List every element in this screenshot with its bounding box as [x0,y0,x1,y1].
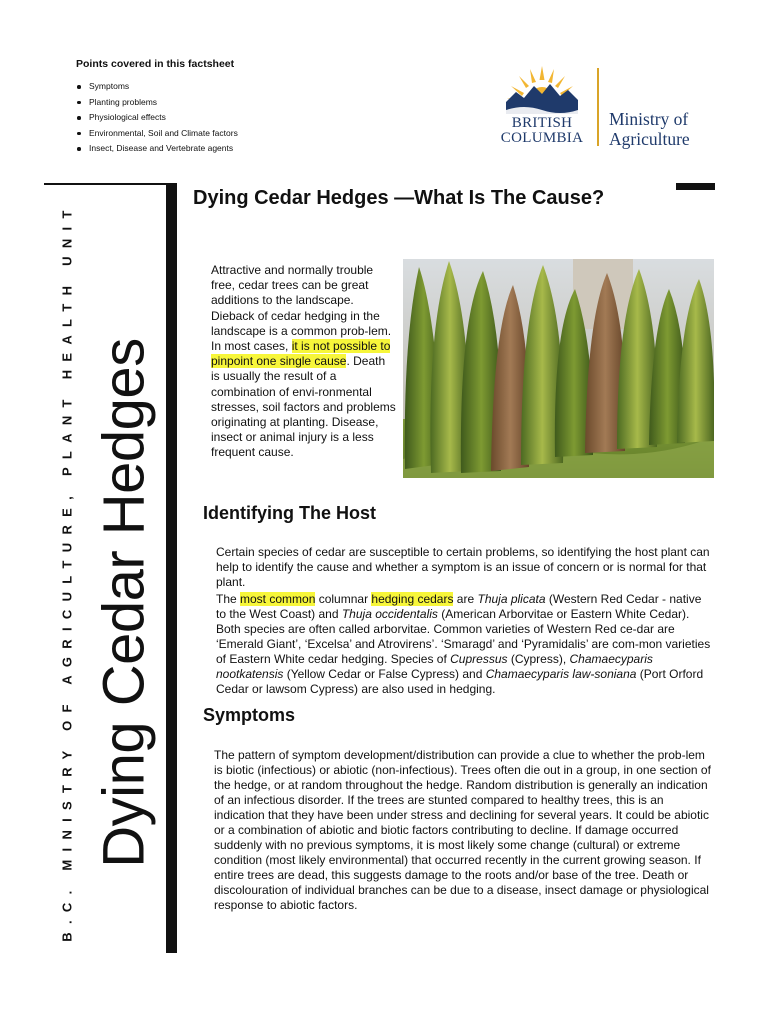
intro-text-end: . Death is usually the result of a combination of envi-ronmental stresses, soil factors and problems originating at planting. Disease, insect or animal injury is a less frequent cause. [211,354,396,460]
text-run: (Western Red Cedar - native to the West Coast) and [216,592,702,621]
corner-accent-bar [676,183,715,190]
intro-paragraph [211,263,396,461]
bc-wordmark-line2: COLUMBIA [500,130,584,146]
symptoms-paragraph: The pattern of symptom development/distribution can provide a clue to whether the prob-lem is biotic (infectious) or abiotic (non-infectious). Trees often die out in a group, in one section of the hedge, or at random throughout the hedge. Random distribution is generally an indication of an infectious disorder. If the trees are stunted compared to healthy trees, this is an indication that they have been under stress and declining for several years. It could be abiotic or a combination of abiotic and biotic factors contributing to decline. If damage occurred suddenly with no previous symptoms, it is most likely some change (cultural) or extreme condition (most likely environmental) that occurred recently in the current growing season. If entire trees are dead, this suggests damage to the roots and/or base of the tree. Death or discolouration of individual branches can be due to a disease, insect damage or physiological response to abiotic factors. [214,748,711,912]
points-list [76,79,406,157]
text-run: The [216,592,241,606]
identifying-paragraph-2 [216,592,713,697]
highlight-most-common: most common [240,592,316,606]
species-name: Thuja occidentalis [341,607,438,621]
vertical-divider-bar [166,183,177,953]
text-run: (Port Orford Cedar or lawsom Cypress) are also used in hedging. [216,667,704,696]
page-title: Dying Cedar Hedges —What Is The Cause? [193,187,605,209]
species-name: Cupressus [450,652,508,666]
top-divider [44,183,170,185]
bc-wordmark [496,116,588,146]
ministry-wordmark-line1: Ministry of [609,109,689,129]
logo-divider [597,68,599,146]
intro-highlight: it is not possible to pinpoint one single cause [211,339,391,369]
bc-wordmark-line1: BRITISH [511,115,573,131]
cedar-hedge-photo [403,259,714,478]
text-run: (Yellow Cedar or False Cypress) and [283,667,486,681]
text-run: (Cypress), [507,652,570,666]
highlight-hedging-cedars: hedging cedars [371,592,454,606]
ministry-wordmark-line2: Agriculture [609,129,690,149]
species-name: Chamaecyparis nootkatensis [216,652,653,681]
section-heading-symptoms: Symptoms [203,705,296,725]
vertical-title-text: Dying Cedar Hedges [91,338,157,868]
species-name: Thuja plicata [477,592,546,606]
points-heading: Points covered in this factsheet [76,58,235,70]
identifying-paragraph-1: Certain species of cedar are susceptible to certain problems, so identifying the host plant can help to identify the cause and whether a symptom is an issue of concern or is normal for that plant. [216,545,710,589]
bc-sun-mountain-icon [506,66,578,114]
species-name: Chamaecyparis law-soniana [485,667,637,681]
bc-ministry-logo [496,66,716,156]
ministry-unit-text: B.C. MINISTRY OF AGRICULTURE, PLANT HEALTH UNIT [59,202,75,942]
section-heading-identifying-host: Identifying The Host [203,503,376,523]
ministry-wordmark [609,109,690,149]
points-item: Symptoms [89,79,406,95]
points-item: Insect, Disease and Vertebrate agents [89,141,406,157]
intro-text: Attractive and normally trouble free, cedar trees can be great additions to the landscape. Dieback of cedar hedging in the landscape is a common prob-lem. In most cases, [211,263,392,354]
text-run: are [453,592,478,606]
text-run: (American Arborvitae or Eastern White Cedar). Both species are often called arborvitae. Common varieties of Western Red ce-dar are ‘Emerald Giant’, ‘Excelsa’ and Atrovirens’. ‘Smaragd’ and ‘Pyramidalis’ are com-mon varieties of Eastern White cedar hedging. Species of [216,607,711,666]
points-item: Planting problems [89,95,406,111]
points-covered-box [76,58,406,157]
points-item: Environmental, Soil and Climate factors [89,126,406,142]
points-item: Physiological effects [89,110,406,126]
text-run: columnar [315,592,372,606]
